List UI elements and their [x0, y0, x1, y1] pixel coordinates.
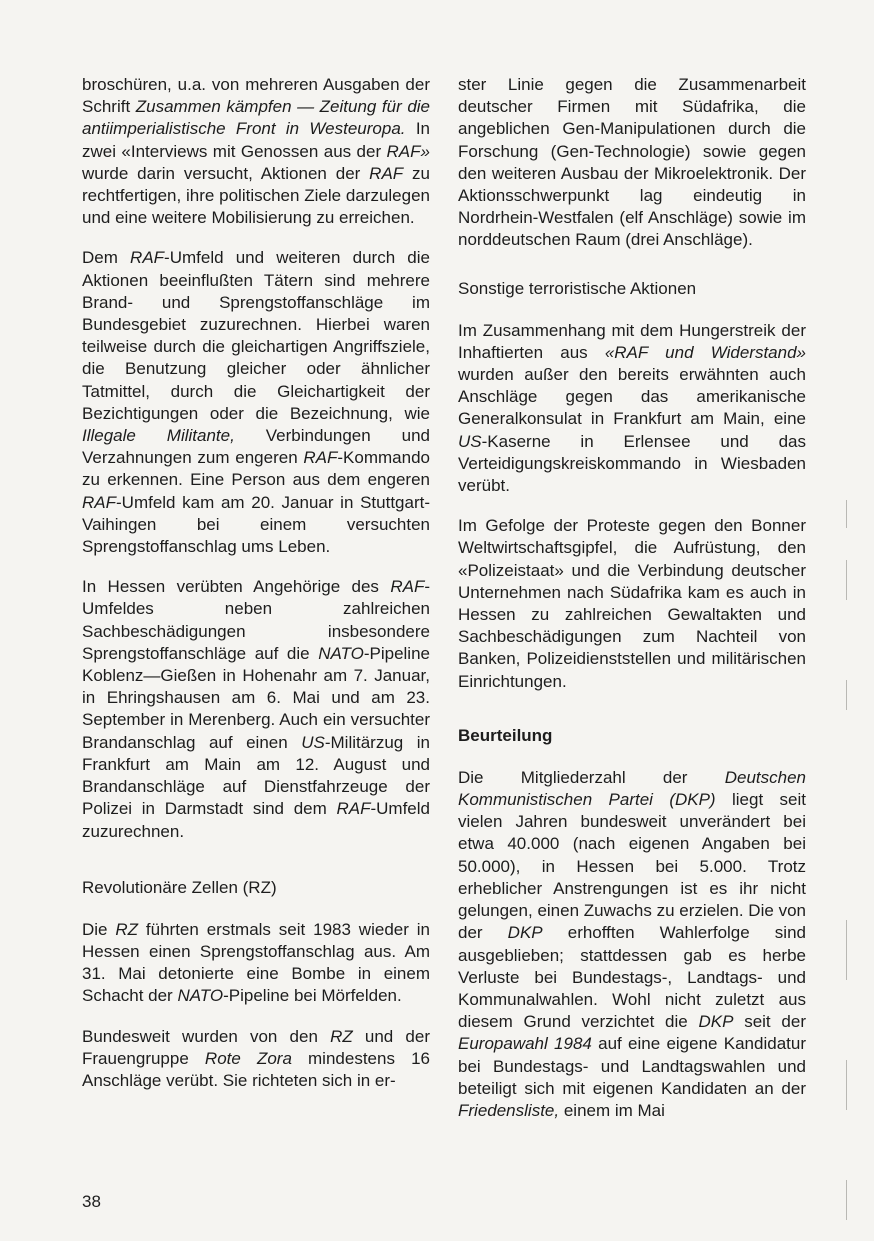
page-number: 38: [82, 1192, 101, 1211]
italic-text: RAF: [130, 248, 165, 268]
paragraph: Die RZ führten erstmals seit 1983 wieder in Hessen einen Sprengstoffanschlag aus. Am 31. Mai detonierte eine Bombe in einem Schacht der NATO-Pipeline bei Mörfelden.: [82, 919, 430, 1006]
italic-text: RAF: [336, 799, 371, 819]
italic-text: RAF: [390, 577, 425, 597]
scan-mark: [846, 1060, 847, 1110]
right-column: [458, 74, 806, 1140]
scan-mark: [846, 500, 847, 528]
scan-mark: [846, 1180, 847, 1220]
italic-text: RAF: [369, 163, 404, 183]
italic-text: Zusammen kämpfen — Zeitung für die antiimperialistische Front in Westeuropa.: [82, 97, 431, 139]
paragraph: Dem RAF-Umfeld und weiteren durch die Aktionen beeinflußten Tätern sind mehrere Brand- und Sprengstoffanschläge im Bundesgebiet zuzurechnen. Hierbei waren teilweise durch die gleichartigen Angriffsziele, die Benutzung gleicher oder ähnlicher Tatmittel, durch die Gleichartigkeit der Bezichtigungen oder die Bezeichnung, wie Illegale Militante, Verbindungen und Verzahnungen zum engeren RAF-Kommando zu erkennen. Eine Person aus dem engeren RAF-Umfeld kam am 20. Januar in Stuttgart-Vaihingen bei einem versuchten Sprengstoffanschlag ums Leben.: [82, 248, 431, 557]
section-heading-revolutionaere-zellen: Revolutionäre Zellen (RZ): [82, 877, 277, 897]
scan-mark: [846, 920, 847, 980]
italic-text: Deutschen Kommunistischen Partei (DKP): [458, 767, 806, 810]
paragraph: Die Mitgliederzahl der Deutschen Kommunistischen Partei (DKP) liegt seit vielen Jahren bundesweit unverändert bei etwa 40.000 (nach eigenen Angaben bei 50.000), in Hessen bei 5.000. Trotz erheblicher Anstrengungen ist es ihr nicht gelungen, einen Zuwachs zu erzielen. Die von der DKP erhofften Wahlerfolge sind ausgeblieben; stattdessen gab es herbe Verluste bei Bundestags-, Landtags- und Kommunalwahlen. Wohl nicht zuletzt aus diesem Grund verzichtet die DKP seit der Europawahl 1984 auf eine eigene Kandidatur bei Bundestags- und Landtagswahlen und beteiligt sich mit eigenen Kandidaten an der Friedensliste, einem im Mai: [458, 767, 806, 1120]
italic-text: NATO: [318, 643, 364, 663]
italic-text: NATO: [177, 986, 224, 1006]
italic-text: RZ: [115, 919, 139, 939]
italic-text: RAF: [82, 492, 116, 512]
italic-text: «RAF und Widerstand»: [604, 342, 806, 362]
paragraph: ster Linie gegen die Zusammenarbeit deutscher Firmen mit Südafrika, die angeblichen Gen-Manipulationen durch die Forschung (Gen-Technologie) sowie gegen den weiteren Ausbau der Mikroelektronik. Der Aktionsschwerpunkt lag eindeutig in Nordrhein-Westfalen (elf Anschläge) sowie im norddeutschen Raum (drei Anschläge).: [458, 75, 806, 250]
scan-margin-marks: [846, 500, 848, 1220]
italic-text: DKP: [698, 1012, 734, 1032]
italic-text: Europawahl 1984: [458, 1034, 592, 1054]
scan-mark: [846, 560, 847, 600]
section-heading-beurteilung: Beurteilung: [458, 725, 553, 745]
italic-text: RAF: [303, 448, 338, 468]
italic-text: Illegale Militante,: [82, 426, 235, 446]
section-heading-sonstige-aktionen: Sonstige terroristische Aktionen: [458, 278, 697, 298]
paragraph: In Hessen verübten Angehörige des RAF-Umfeldes neben zahlreichen Sachbeschädigungen insbesondere Sprengstoffanschläge auf die NATO-Pipeline Koblenz—Gießen in Hohenahr am 7. Januar, in Ehringshausen am 6. Mai und am 23. September in Merenberg. Auch ein versuchter Brandanschlag auf einen US-Militärzug in Frankfurt am Main am 12. August und Brandanschläge auf Dienstfahrzeuge der Polizei in Darmstadt sind dem RAF-Umfeld zuzurechnen.: [82, 577, 430, 841]
paragraph: Bundesweit wurden von den RZ und der Frauengruppe Rote Zora mindestens 16 Anschläge verübt. Sie richteten sich in er-: [82, 1026, 430, 1090]
italic-text: DKP: [507, 923, 543, 943]
paragraph: Im Zusammenhang mit dem Hungerstreik der Inhaftierten aus «RAF und Widerstand» wurden außer den bereits erwähnten auch Anschläge gegen das amerikanische Generalkonsulat in Frankfurt am Main, eine US-Kaserne in Erlensee und das Verteidigungskreiskommando in Wiesbaden verübt.: [458, 320, 806, 496]
italic-text: RZ: [330, 1026, 353, 1046]
scan-mark: [846, 680, 847, 710]
italic-text: US: [301, 732, 325, 752]
paragraph: broschüren, u.a. von mehreren Ausgaben der Schrift Zusammen kämpfen — Zeitung für die antiimperialistische Front in Westeuropa. In zwei «Interviews mit Genossen aus der RAF» wurde darin versucht, Aktionen der RAF zu rechtfertigen, ihre politischen Ziele darzulegen und eine weitere Mobilisierung zu erreichen.: [82, 75, 431, 228]
italic-text: Friedensliste,: [458, 1100, 560, 1120]
left-column: [82, 74, 430, 1110]
italic-text: US: [458, 431, 482, 451]
italic-text: RAF»: [386, 141, 430, 161]
italic-text: Rote Zora: [204, 1048, 292, 1068]
paragraph: Im Gefolge der Proteste gegen den Bonner Weltwirtschaftsgipfel, die Aufrüstung, den «Polizeistaat» und die Verbindung deutscher Unternehmen nach Südafrika kam es auch in Hessen zu zahlreichen Gewaltakten und Sachbeschädigungen zum Nachteil von Banken, Polizeidienststellen und militärischen Einrichtungen.: [458, 516, 806, 691]
